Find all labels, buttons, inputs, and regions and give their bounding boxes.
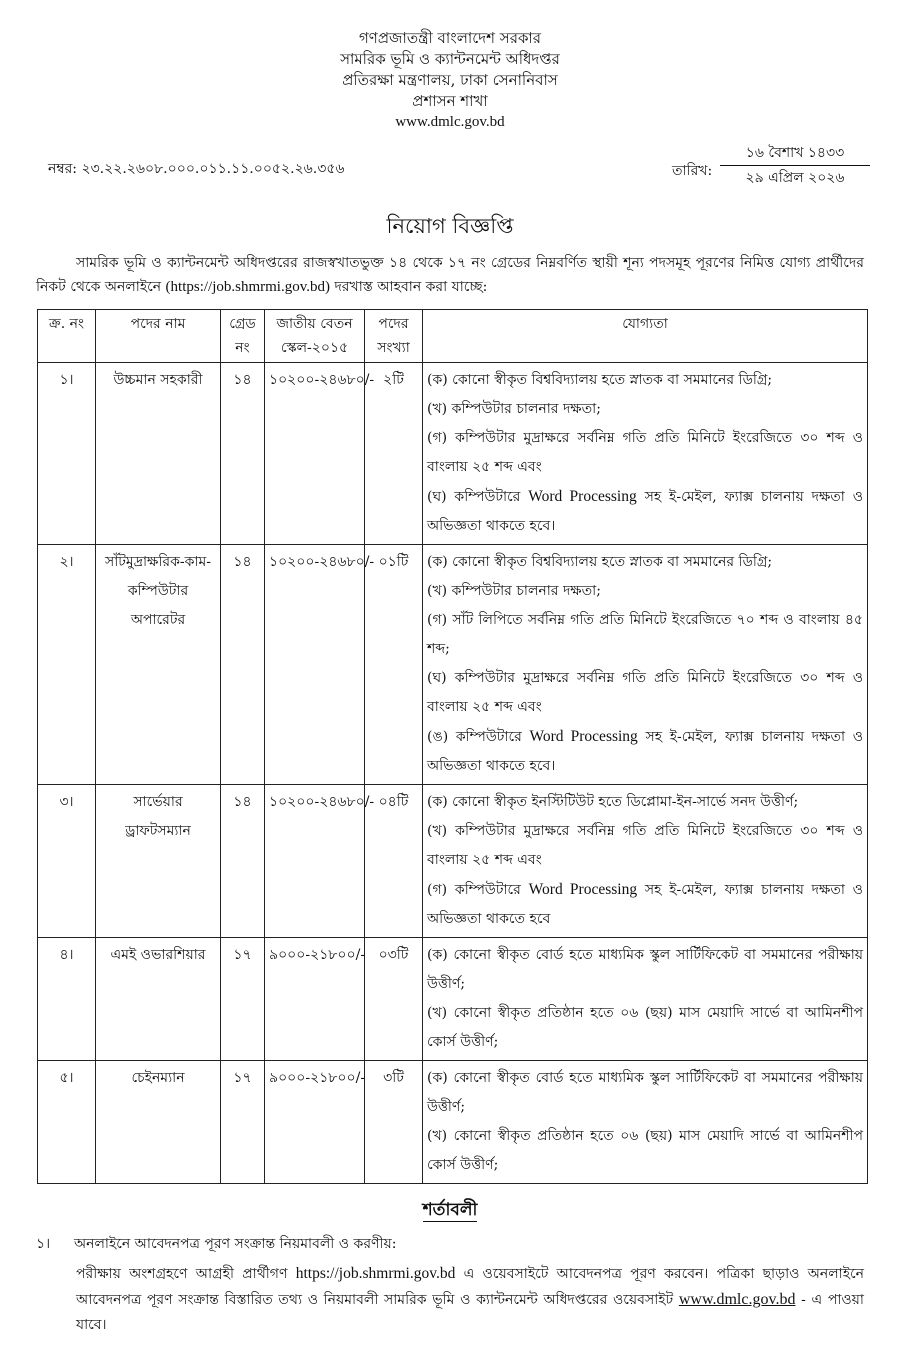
intro-suffix: দরখাস্ত আহবান করা যাচ্ছে:: [334, 279, 488, 296]
qualification-item: (ঘ) কম্পিউটার মুদ্রাক্ষরে সর্বনিম্ন গতি প্রতি মিনিটে ইংরেজিতে ৩০ শব্দ ও বাংলায় ২৫ শব্দ এবং: [427, 670, 863, 716]
header-scale: জাতীয় বেতন স্কেল-২০১৫: [265, 310, 365, 363]
q-english: Word Processing: [528, 488, 637, 506]
qualification-item: (ক) কোনো স্বীকৃত বিশ্ববিদ্যালয় হতে স্নাতক বা সমমানের ডিগ্রি;: [427, 554, 773, 571]
qualification-item: (ক) কোনো স্বীকৃত বোর্ড হতে মাধ্যমিক স্কুল সার্টিফিকেট বা সমমানের পরীক্ষায় উত্তীর্ণ;: [427, 1070, 863, 1116]
cell-grade: ১৪: [221, 785, 265, 938]
cell-count: ২টি: [365, 363, 423, 545]
cell-post: সাঁটমুদ্রাক্ষরিক-কাম-কম্পিউটার অপারেটর: [96, 545, 221, 785]
cell-qualification: [423, 938, 868, 1061]
cell-serial: ৫।: [38, 1061, 96, 1184]
q-text: (ঘ) কম্পিউটারে: [427, 489, 521, 506]
header-website[interactable]: www.dmlc.gov.bd: [395, 114, 505, 130]
section-name: প্রশাসন শাখা: [412, 92, 488, 110]
header-post: পদের নাম: [96, 310, 221, 363]
date-bangla: ১৬ বৈশাখ ১৪৩৩: [720, 143, 870, 166]
cell-post: সার্ভেয়ার ড্রাফটসম্যান: [96, 785, 221, 938]
intro-paragraph: [36, 251, 864, 299]
q-text: (গ) কম্পিউটারে: [427, 882, 521, 899]
terms-section: [36, 1233, 864, 1338]
cell-serial: ১।: [38, 363, 96, 545]
table-row: [38, 363, 868, 545]
term-text: পরীক্ষায় অংশগ্রহণে আগ্রহী প্রার্থীগণ: [76, 1266, 288, 1283]
table-row: [38, 1061, 868, 1184]
cell-post: এমই ওভারশিয়ার: [96, 938, 221, 1061]
header-serial: ক্র. নং: [38, 310, 96, 363]
header-grade: গ্রেড নং: [221, 310, 265, 363]
qualification-item: (ক) কোনো স্বীকৃত ইনস্টিটিউট হতে ডিপ্লোমা-ইন-সার্ভে সনদ উত্তীর্ণ;: [427, 794, 799, 811]
cell-grade: ১৭: [221, 938, 265, 1061]
qualification-item: (ক) কোনো স্বীকৃত বোর্ড হতে মাধ্যমিক স্কুল সার্টিফিকেট বা সমমানের পরীক্ষায় উত্তীর্ণ;: [427, 947, 863, 993]
term-body: [76, 1261, 864, 1338]
table-header-row: [38, 310, 868, 363]
ministry-name: প্রতিরক্ষা মন্ত্রণালয়, ঢাকা সেনানিবাস: [342, 71, 558, 89]
q-english: Word Processing: [528, 881, 638, 899]
cell-serial: ২।: [38, 545, 96, 785]
qualification-item: [427, 482, 863, 541]
cell-count: ০৪টি: [365, 785, 423, 938]
cell-count: ৩টি: [365, 1061, 423, 1184]
department-name: সামরিক ভূমি ও ক্যান্টনমেন্ট অধিদপ্তর: [340, 50, 560, 68]
cell-grade: ১৪: [221, 545, 265, 785]
q-text: সহ ই-মেইল, ফ্যাক্স চালনায় দক্ষতা ও অভিজ্ঞতা থাকতে হবে।: [427, 489, 864, 535]
term-text: - এ পাওয়া যাবে।: [76, 1292, 864, 1334]
qualification-item: [427, 875, 863, 934]
cell-qualification: [423, 545, 868, 785]
qualification-item: (গ) কম্পিউটার মুদ্রাক্ষরে সর্বনিম্ন গতি প্রতি মিনিটে ইংরেজিতে ৩০ শব্দ ও বাংলায় ২৫ শব্দ এবং: [427, 430, 863, 476]
date-label: তারিখ:: [672, 163, 713, 179]
q-text: সহ ই-মেইল, ফ্যাক্স চালনায় দক্ষতা ও অভিজ্ঞতা থাকতে হবে: [427, 882, 863, 928]
cell-qualification: [423, 785, 868, 938]
term-heading-text: অনলাইনে আবেদনপত্র পূরণ সংক্রান্ত নিয়মাবলী ও করণীয়:: [74, 1236, 397, 1253]
cell-scale: ১০২০০-২৪৬৮০/-: [265, 363, 365, 545]
qualification-item: [427, 722, 863, 781]
cell-grade: ১৭: [221, 1061, 265, 1184]
reference-line: [0, 141, 900, 199]
term-number: ১।: [36, 1236, 51, 1253]
terms-title: [0, 1198, 900, 1223]
qualification-item: (খ) কোনো স্বীকৃত প্রতিষ্ঠান হতে ০৬ (ছয়) মাস মেয়াদি সার্ভে বা আমিনশীপ কোর্স উত্তীর্ণ;: [427, 1128, 863, 1174]
term-text: এ ওয়েবসাইটে আবেদনপত্র পূরণ করবেন। পত্রিকা ছাড়াও অনলাইনে আবেদনপত্র পূরণ সংক্রান্ত বিস্তারিত তথ্য ও নিয়মাবলী সামরিক ভূমি ও ক্যান্টনমেন্ট অধিদপ্তরের ওয়েবসাইট: [76, 1266, 864, 1309]
qualification-item: (খ) কম্পিউটার চালনার দক্ষতা;: [427, 583, 601, 600]
qualification-item: (খ) কম্পিউটার মুদ্রাক্ষরে সর্বনিম্ন গতি প্রতি মিনিটে ইংরেজিতে ৩০ শব্দ ও বাংলায় ২৫ শব্দ এবং: [427, 823, 863, 869]
intro-text: সামরিক ভূমি ও ক্যান্টনমেন্ট অধিদপ্তরের রাজস্বখাতভুক্ত ১৪ থেকে ১৭ নং গ্রেডের নিম্নবর্ণিত স্থায়ী শূন্য পদসমূহ পূরণের নিমিত্ত যোগ্য প্রার্থীদের নিকট থেকে অনলাইনে: [36, 255, 864, 296]
intro-url[interactable]: (https://job.shmrmi.gov.bd): [165, 279, 330, 296]
terms-title-text: শর্তাবলী: [422, 1200, 478, 1221]
table-row: [38, 545, 868, 785]
qualification-item: (খ) কম্পিউটার চালনার দক্ষতা;: [427, 401, 601, 418]
memo-number: নম্বর: ২৩.২২.২৬০৮.০০০.০১১.১১.০০৫২.২৬.৩৫৬: [48, 161, 345, 177]
cell-scale: ১০২০০-২৪৬৮০/-: [265, 785, 365, 938]
qualification-item: (ক) কোনো স্বীকৃত বিশ্ববিদ্যালয় হতে স্নাতক বা সমমানের ডিগ্রি;: [427, 372, 773, 389]
govt-name: গণপ্রজাতন্ত্রী বাংলাদেশ সরকার: [358, 29, 542, 47]
cell-scale: ১০২০০-২৪৬৮০/-: [265, 545, 365, 785]
term-heading: [36, 1233, 864, 1255]
cell-post: চেইনম্যান: [96, 1061, 221, 1184]
header-count: পদের সংখ্যা: [365, 310, 423, 363]
cell-post: উচ্চমান সহকারী: [96, 363, 221, 545]
table-row: [38, 785, 868, 938]
dmlc-website-link[interactable]: www.dmlc.gov.bd: [678, 1291, 796, 1309]
notice-title: নিয়োগ বিজ্ঞপ্তি: [386, 214, 514, 238]
cell-scale: ৯০০০-২১৮০০/-: [265, 938, 365, 1061]
cell-grade: ১৪: [221, 363, 265, 545]
q-text: (ঙ) কম্পিউটারে: [427, 729, 522, 746]
cell-serial: ৪।: [38, 938, 96, 1061]
q-text: সহ ই-মেইল, ফ্যাক্স চালনায় দক্ষতা ও অভিজ্ঞতা থাকতে হবে।: [427, 729, 864, 775]
qualification-item: (খ) কোনো স্বীকৃত প্রতিষ্ঠান হতে ০৬ (ছয়) মাস মেয়াদি সার্ভে বা আমিনশীপ কোর্স উত্তীর্ণ;: [427, 1005, 863, 1051]
cell-count: ০১টি: [365, 545, 423, 785]
job-portal-link[interactable]: https://job.shmrmi.gov.bd: [295, 1265, 456, 1283]
cell-qualification: [423, 1061, 868, 1184]
letterhead: [0, 0, 900, 133]
header-qualification: যোগ্যতা: [423, 310, 868, 363]
cell-count: ০৩টি: [365, 938, 423, 1061]
cell-qualification: [423, 363, 868, 545]
table-row: [38, 938, 868, 1061]
cell-serial: ৩।: [38, 785, 96, 938]
date-english: ২৯ এপ্রিল ২০২৬: [745, 170, 845, 187]
qualification-item: (গ) সাঁট লিপিতে সর্বনিম্ন গতি প্রতি মিনিটে ইংরেজিতে ৭০ শব্দ ও বাংলায় ৪৫ শব্দ;: [427, 612, 863, 658]
vacancy-table: [37, 309, 868, 1184]
q-english: Word Processing: [529, 728, 638, 746]
cell-scale: ৯০০০-২১৮০০/-: [265, 1061, 365, 1184]
